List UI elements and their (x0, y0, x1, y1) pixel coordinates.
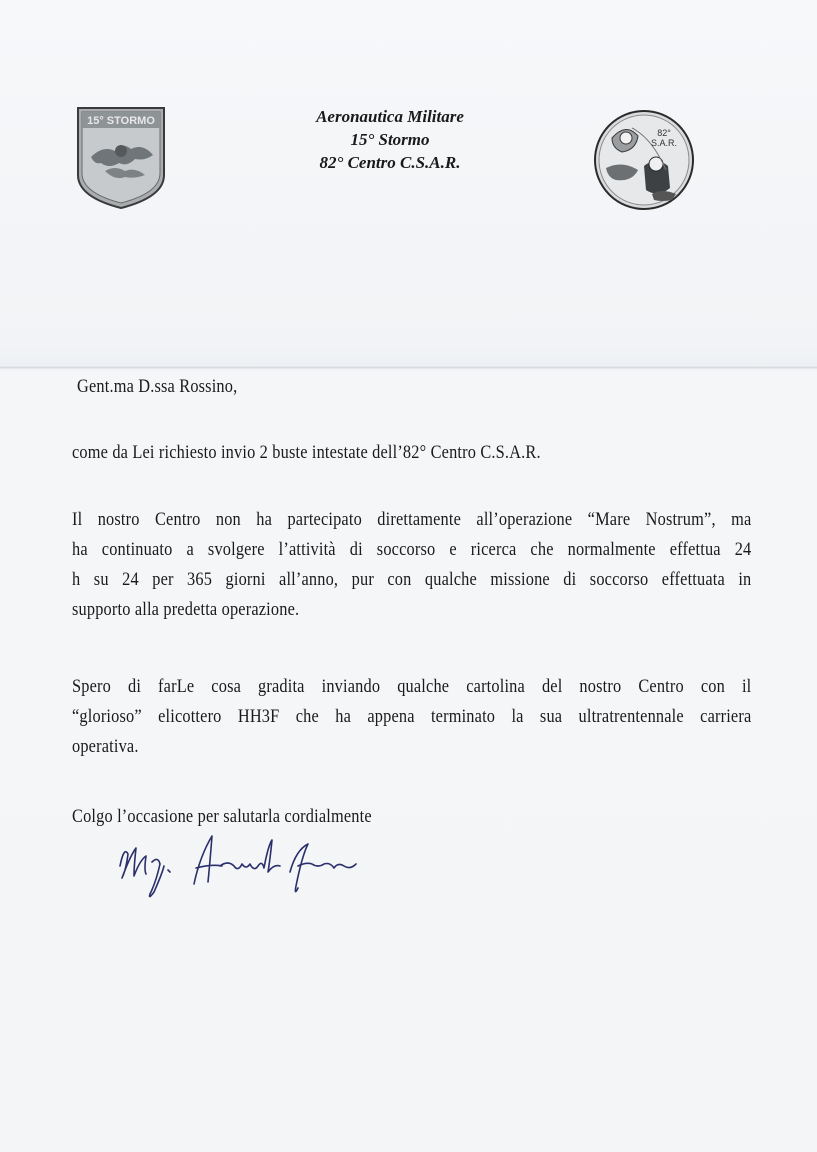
salutation: Gent.ma D.ssa Rossino, (77, 376, 238, 397)
paragraph-3-line: Spero di farLe cosa gradita inviando qualche cartolina del nostro Centro con il (72, 676, 752, 697)
paragraph-2-line: supporto alla predetta operazione. (72, 599, 300, 620)
paragraph-3 (72, 672, 751, 762)
paragraph-3-line: “glorioso” elicottero HH3F che ha appena terminato la sua ultratrentennale carriera (72, 706, 752, 727)
closing-line: Colgo l’occasione per salutarla cordialmente (72, 806, 372, 827)
paragraph-2-line: Il nostro Centro non ha partecipato direttamente all’operazione “Mare Nostrum”, ma (72, 509, 752, 530)
handwritten-signature (112, 826, 362, 906)
letterhead-line-2: 15° Stormo (350, 130, 430, 149)
letterhead-line-3: 82° Centro C.S.A.R. (319, 153, 461, 172)
paragraph-3-line: operativa. (72, 736, 139, 757)
svg-text:15° STORMO: 15° STORMO (87, 115, 155, 127)
svg-text:S.A.R.: S.A.R. (650, 138, 678, 148)
stormo-crest-logo (75, 105, 167, 211)
paper-fold (0, 366, 817, 369)
paragraph-1: come da Lei richiesto invio 2 buste intestate dell’82° Centro C.S.A.R. (72, 442, 541, 463)
letterhead-line-1: Aeronautica Militare (316, 107, 464, 126)
letterhead-title (250, 105, 530, 174)
emblem-label: 82° (657, 128, 671, 138)
paragraph-2-line: h su 24 per 365 giorni all’anno, pur con qualche missione di soccorso effettuata in (72, 569, 752, 590)
csar-emblem-logo (592, 108, 696, 212)
paragraph-2 (72, 505, 751, 625)
paragraph-2-line: ha continuato a svolgere l’attività di soccorso e ricerca che normalmente effettua 24 (72, 539, 752, 560)
